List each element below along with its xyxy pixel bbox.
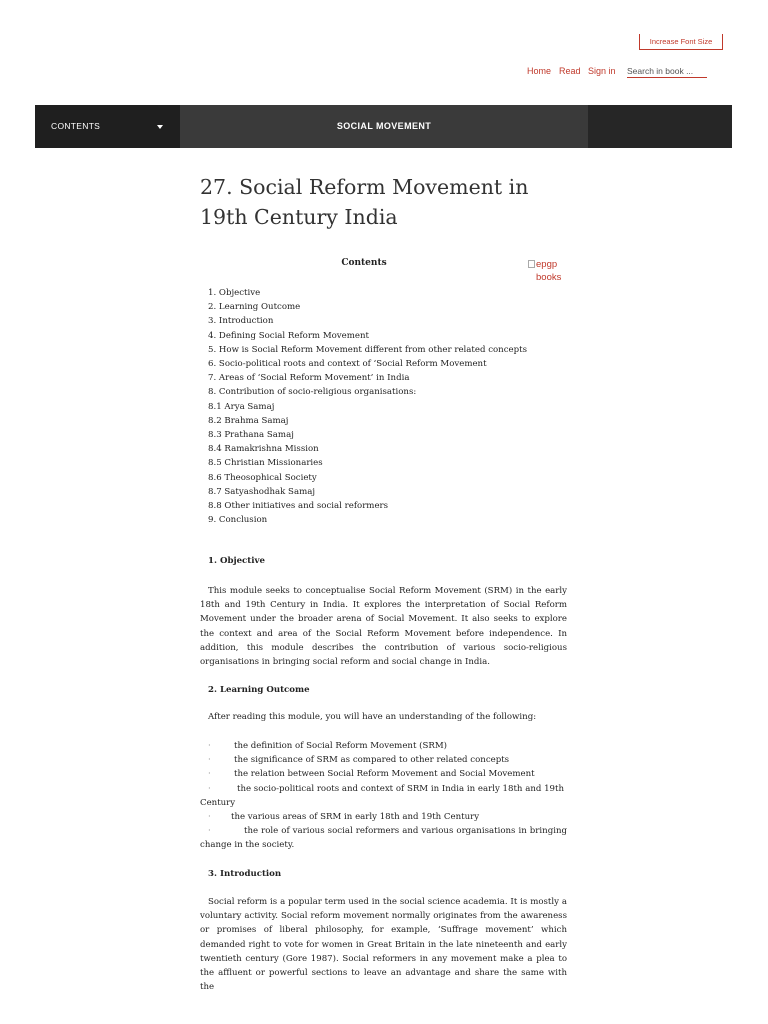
caret-down-icon [157,125,163,129]
toolbar-right-section [588,105,732,148]
bullet-icon: · [208,755,211,766]
toc-item[interactable]: 8.2 Brahma Samaj [208,415,289,426]
list-item-text: the socio-political roots and context of SRM in India in early 18th and 19th Century [200,783,565,808]
toc-item[interactable]: 8.6 Theosophical Society [208,472,317,483]
contents-dropdown-button[interactable] [35,105,180,148]
table-of-contents [208,286,568,527]
objective-paragraph: This module seeks to conceptualise Social Reform Movement (SRM) in the early 18th and 19th Century in India. It explores the interpretation of Social Reform Movement under the broader arena of Social Movement. It also seeks to explore the context and area of the Social Reform Movement before independence. In addition, this module describes the contribution of various socio-religious organisations in bringing social reform and social change in India. [200,586,567,668]
learning-outcome-heading: 2. Learning Outcome [208,685,310,695]
bullet-icon: · [208,783,211,794]
toc-item[interactable]: 8.5 Christian Missionaries [208,458,323,469]
toc-item[interactable]: 3. Introduction [208,316,274,327]
learning-intro: After reading this module, you will have an understanding of the following: [208,712,537,722]
toc-item[interactable]: 6. Socio-political roots and context of ‘Social Reform Movement [208,359,487,370]
list-item-text: the relation between Social Reform Movement and Social Movement [234,769,535,780]
nav-signin-link[interactable]: Sign in [588,66,616,76]
broken-image-icon [528,260,535,268]
toc-item[interactable]: 1. Objective [208,288,261,298]
toc-item[interactable]: 8.3 Prathana Samaj [208,430,294,441]
toc-item[interactable]: 8.4 Ramakrishna Mission [208,444,319,455]
search-input[interactable] [627,64,707,78]
bullet-icon: · [208,741,211,751]
toc-item[interactable]: 4. Defining Social Reform Movement [208,330,369,341]
list-item [200,782,567,810]
list-item [200,767,567,781]
contents-heading: Contents [341,258,387,268]
logo-alt-text: epgp books [536,259,562,283]
list-item [200,810,567,824]
toc-item[interactable]: 8. Contribution of socio-religious organisations: [208,387,417,398]
increase-font-size-button[interactable]: Increase Font Size [639,34,723,50]
list-item [200,753,567,767]
toc-item[interactable]: 8.8 Other initiatives and social reformers [208,501,389,512]
bullet-icon: · [208,812,211,823]
toc-item[interactable]: 8.7 Satyashodhak Samaj [208,486,316,497]
chapter-title: 27. Social Reform Movement in 19th Century India [200,175,529,229]
toc-item[interactable]: 9. Conclusion [208,515,268,526]
list-item-text: the role of various social reformers and various organisations in bringing change in the society. [200,826,567,851]
list-item-text: the various areas of SRM in early 18th and 19th Century [231,812,480,823]
nav-home-link[interactable]: Home [527,66,552,76]
bullet-icon: · [208,769,211,780]
toc-item[interactable]: 8.1 Arya Samaj [208,401,275,412]
bullet-icon: · [208,826,211,837]
toc-item[interactable]: 7. Areas of ‘Social Reform Movement’ in India [208,373,410,384]
book-title[interactable]: SOCIAL MOVEMENT [336,121,432,131]
list-item-text: the significance of SRM as compared to other related concepts [234,755,510,766]
introduction-heading: 3. Introduction [208,869,282,879]
introduction-paragraph: Social reform is a popular term used in the social science academia. It is mostly a voluntary activity. Social reform movement normally originates from the awareness or promises of liberal philosophy, for example, ‘Suffrage movement’ which demanded right to vote for women in Great Britain in the late nineteenth and early twentieth century (Gore 1987). Social reformers in any movement make a plea to the affluent or powerful sections to leave an advantage and share the same with the [200,897,567,993]
list-item [200,824,567,852]
list-item-text: the definition of Social Reform Movement (SRM) [234,741,447,751]
learning-outcome-list [200,739,567,853]
toc-item[interactable]: 5. How is Social Reform Movement different from other related concepts [208,344,527,355]
contents-label: CONTENTS [51,121,101,131]
list-item [200,739,567,753]
nav-read-link[interactable]: Read [559,66,581,76]
epgp-books-logo [528,258,578,284]
objective-heading: 1. Objective [208,556,265,566]
toc-item[interactable]: 2. Learning Outcome [208,302,301,313]
